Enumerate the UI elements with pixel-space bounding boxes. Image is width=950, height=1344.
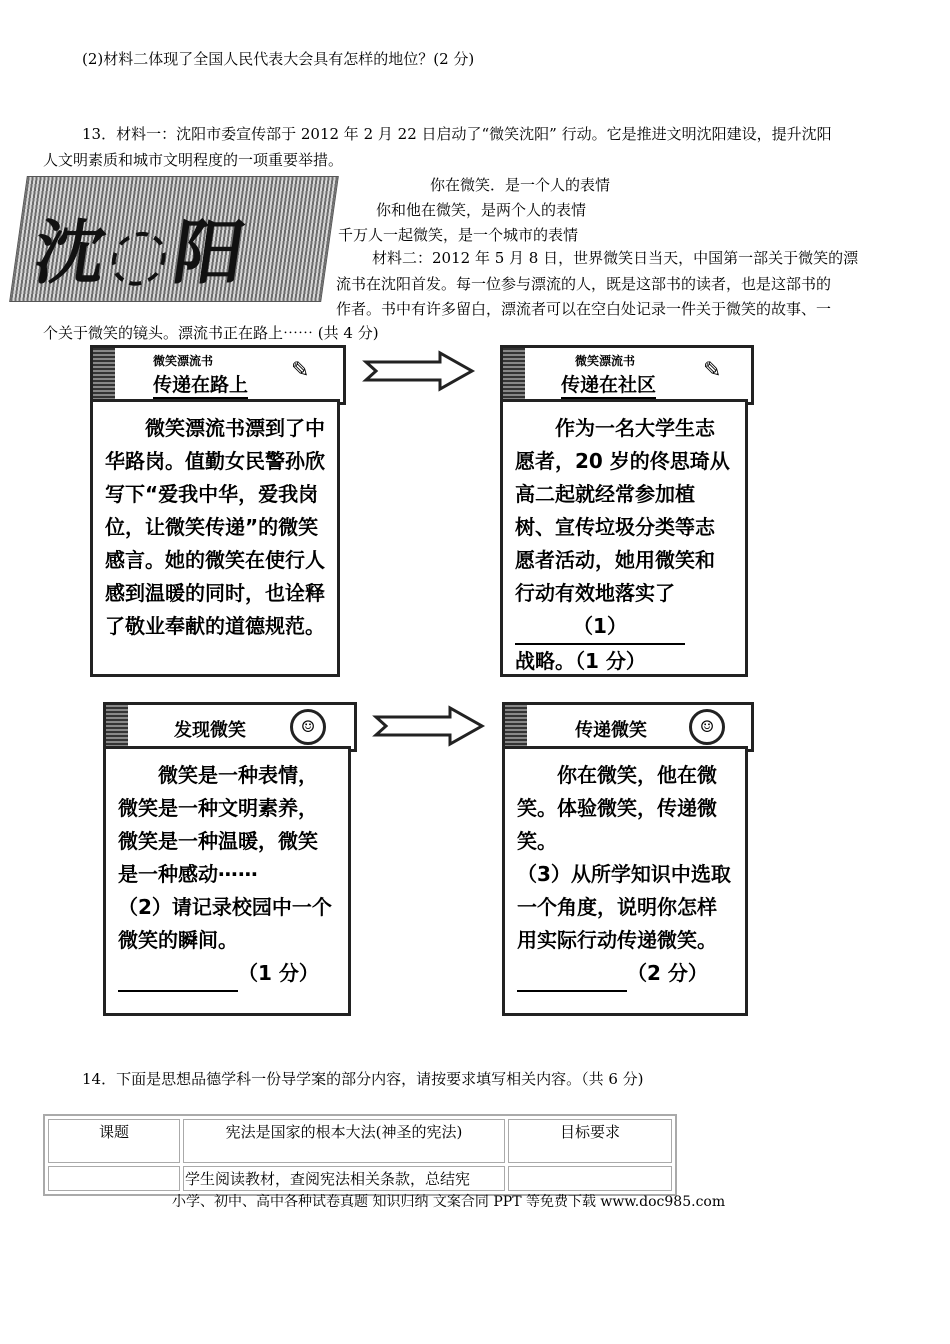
q13-intro-line2: 人文明素质和城市文明程度的一项重要举措。 [43, 151, 344, 169]
card-body [103, 746, 351, 1016]
table-row [48, 1166, 672, 1191]
table-cell-topic: 宪法是国家的根本大法(神圣的宪法) [183, 1119, 505, 1163]
card-text: 作为一名大学生志愿者，20 岁的佟思琦从高二起就经常参加植树、宣传垃圾分类等志愿者活动，她用微笑和行动有效地落实了 [515, 416, 730, 605]
card-title: 发现微笑 [174, 720, 246, 741]
card-header [500, 345, 754, 405]
material2-line2: 流书在沈阳首发。每一位参与漂流的人，既是这部书的读者，也是这部书的 [336, 275, 832, 293]
card-header [502, 702, 754, 752]
card-body [90, 399, 340, 677]
footer: 小学、初中、高中各种试卷真题 知识归纳 文案合同 PPT 等免费下载 www.doc985.com [172, 1194, 726, 1210]
table-cell [48, 1166, 180, 1191]
table-cell [508, 1166, 672, 1191]
card-subtitle: 微笑漂流书 [153, 354, 214, 368]
q14-intro: 14．下面是思想品德学科一份导学案的部分内容，请按要求填写相关内容。（共 6 分) [82, 1070, 644, 1088]
card-title: 传递在路上 [153, 370, 248, 399]
card-title: 传递微笑 [575, 720, 647, 741]
q12-part2: (2)材料二体现了全国人民代表大会具有怎样的地位？(2 分) [82, 50, 475, 68]
card-body [500, 399, 748, 677]
material2-line4: 个关于微笑的镜头。漂流书正在路上⋯⋯ (共 4 分) [43, 324, 379, 342]
poem-line-2: 你和他在微笑，是两个人的表情 [376, 201, 587, 219]
card-header [103, 702, 357, 752]
lesson-plan-table [43, 1114, 677, 1196]
card-text: 微笑漂流书漂到了中华路岗。值勤女民警孙欣写下“爱我中华，爱我岗位，让微笑传递”的微笑感言。她的微笑在使行人感到温暖的同时，也诠释了敬业奉献的道德规范。 [105, 416, 325, 638]
card-header [90, 345, 346, 405]
smiley-icon: ☺ [290, 709, 326, 745]
card-subtitle: 微笑漂流书 [575, 354, 636, 368]
card-score: （2 分） [627, 961, 708, 985]
pen-icon: ✎ [703, 358, 722, 383]
q13-intro-line1: 13．材料一：沈阳市委宣传部于 2012 年 2 月 22 日启动了“微笑沈阳” 行动。它是推进文明沈阳建设，提升沈阳 [82, 125, 832, 143]
smiley-icon: ☺ [689, 709, 725, 745]
pen-icon: ✎ [291, 358, 310, 383]
table-cell-goal-label: 目标要求 [508, 1119, 672, 1163]
smile-shenyang-logo [9, 176, 339, 302]
table-row [48, 1119, 672, 1163]
card-body [502, 746, 748, 1016]
card-stripe [505, 705, 527, 749]
answer-line[interactable] [118, 957, 336, 992]
material2-line3: 作者。书中有许多留白，漂流者可以在空白处记录一件关于微笑的故事、一 [336, 300, 832, 318]
arrow-right-icon [372, 705, 487, 747]
card-question: （2）请记录校园中一个微笑的瞬间。 [118, 895, 332, 952]
material2-line1: 材料二：2012 年 5 月 8 日，世界微笑日当天，中国第一部关于微笑的漂 [372, 249, 859, 267]
answer-line[interactable] [517, 957, 733, 992]
card-text: 微笑是一种表情，微笑是一种文明素养，微笑是一种温暖，微笑是一种感动⋯⋯ [118, 763, 318, 886]
card-stripe [106, 705, 128, 749]
card-text: 你在微笑，他在微笑。体验微笑，传递微笑。 [517, 763, 717, 853]
arrow-right-icon [362, 350, 477, 392]
card-title: 传递在社区 [561, 370, 656, 399]
card-score: （1 分） [238, 961, 319, 985]
table-cell-topic-label: 课题 [48, 1119, 180, 1163]
card-question: （3）从所学知识中选取一个角度，说明你怎样用实际行动传递微笑。 [517, 862, 731, 952]
poem-line-3: 千万人一起微笑，是一个城市的表情 [338, 226, 579, 244]
card-tail: 战略。（1 分） [515, 649, 646, 673]
card-stripe [93, 348, 115, 402]
card-stripe [503, 348, 525, 402]
blank-1[interactable]: （1） [515, 610, 685, 645]
logo-text: 沈◌阳 [29, 212, 254, 294]
poem-line-1: 你在微笑．是一个人的表情 [430, 176, 611, 194]
table-cell-activity: 学生阅读教材，查阅宪法相关条款，总结宪 [183, 1166, 505, 1191]
